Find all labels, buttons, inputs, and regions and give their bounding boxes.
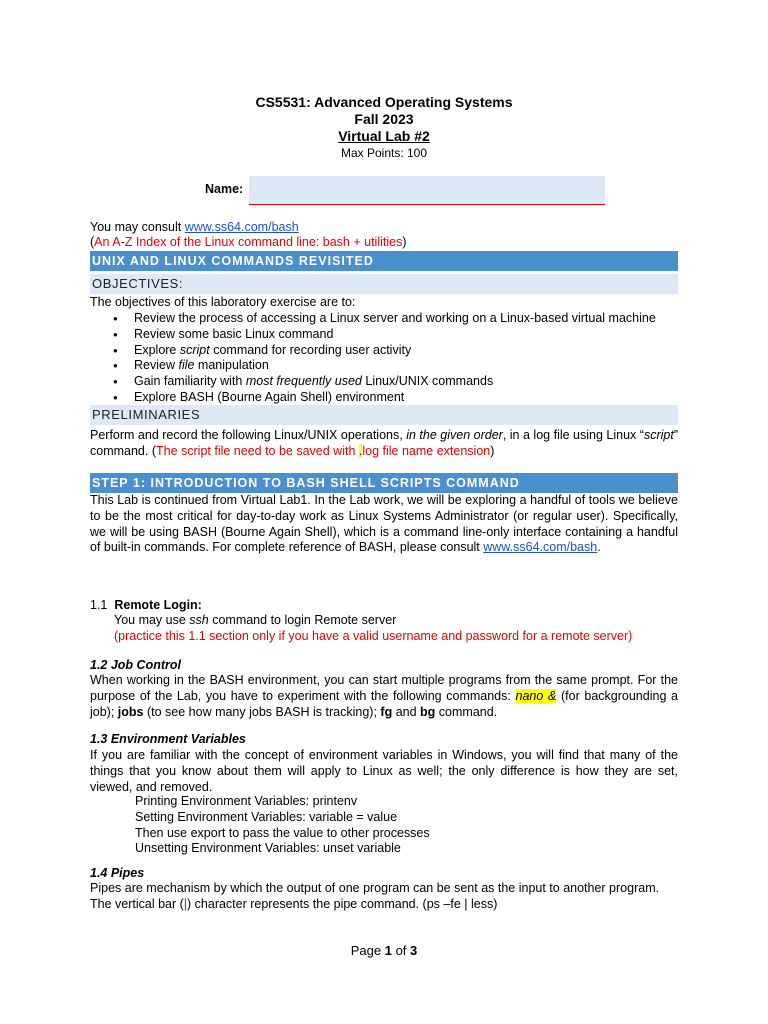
max-points: Max Points: 100 [340, 146, 428, 160]
step1-end: . [597, 540, 601, 555]
s11-l1a: You may use [114, 613, 190, 627]
s12-fg: fg [380, 704, 393, 719]
objective-text: Review the process of accessing a Linux server and working on a Linux-based virtual machine [134, 311, 656, 325]
s14-line2 [90, 897, 497, 913]
consult-prefix: You may consult [90, 220, 185, 234]
s13-lines [135, 794, 430, 857]
objective-item [90, 358, 690, 374]
step1-body [90, 493, 678, 556]
s12-t3: (to see how many jobs BASH is tracking); [143, 704, 381, 719]
step1-heading: STEP 1: INTRODUCTION TO BASH SHELL SCRIPTS COMMAND [90, 473, 678, 493]
s13-line: Unsetting Environment Variables: unset variable [135, 841, 401, 856]
objective-text: Explore [134, 342, 180, 357]
preliminaries-text [90, 428, 678, 460]
objective-text: Gain familiarity with [134, 374, 246, 389]
preliminaries-heading: PRELIMINARIES [90, 405, 678, 425]
s13-body: If you are familiar with the concept of environment variables in Windows, you will find that many of the things that you know about them will apply to Linux as well; the only difference is how they are set, viewed, and removed. [90, 748, 678, 794]
prelim-t1-em: in the given order [406, 428, 503, 442]
objective-emphasis: file [178, 358, 195, 373]
s14-l2b: ) character represents the pipe command. (ps –fe | less) [187, 897, 498, 911]
s13-line: Setting Environment Variables: variable = value [135, 809, 398, 824]
prelim-red-highlight: . [358, 443, 363, 458]
step1-text: This Lab is continued from Virtual Lab1. In the Lab work, we will be exploring a handful of tools we believe to be the most critical for day-to-day work as Linux Systems Administrator (or regular user). Specifically, we will be using BASH (Bourne Again Shell), which is a command line-only interface containing a handful of built-in commands. For complete reference of BASH, please consult [90, 493, 678, 555]
s11-l1b: command to login Remote server [208, 613, 397, 627]
s11-heading [90, 598, 202, 614]
consult-line [90, 220, 299, 236]
objective-emphasis: most frequently used [245, 374, 362, 389]
s11-num: 1.1 [90, 598, 108, 612]
prelim-t2-em: script [643, 428, 674, 442]
s14-pipe-char: | [183, 897, 188, 911]
s12-t1: When working in the BASH environment, you can start multiple programs from the same prompt. For the purpose of the Lab, you have to experiment with the following commands: [90, 673, 678, 703]
objective-item [90, 311, 690, 327]
objective-text-rest: manipulation [194, 358, 269, 373]
objective-item [90, 374, 690, 390]
s12-t5: command. [435, 704, 498, 719]
prelim-red1: The script file need to be saved with [156, 443, 359, 458]
objective-item [90, 327, 690, 343]
prelim-t4: ) [490, 443, 495, 458]
consult-link[interactable]: www.ss64.com/bash [184, 220, 299, 234]
prelim-t2: , in a log file using Linux “ [502, 428, 644, 442]
objectives-list [90, 311, 690, 406]
s14-line1: Pipes are mechanism by which the output of one program can be sent as the input to another program. [90, 881, 660, 895]
objective-item [90, 343, 690, 359]
s12-bg: bg [420, 704, 436, 719]
objectives-intro: The objectives of this laboratory exercise are to: [90, 295, 356, 309]
lab-title-wrap [0, 128, 768, 146]
step1-link[interactable]: www.ss64.com/bash [483, 540, 598, 555]
prelim-red2: log file name extension [362, 443, 491, 458]
consult-note [90, 235, 407, 251]
footer-page-word: Page [350, 943, 385, 958]
s11-title: Remote Login: [114, 598, 202, 612]
s12-highlight: nano & [515, 688, 557, 703]
prelim-t3: ” command. ( [90, 428, 678, 458]
objective-text: Explore BASH (Bourne Again Shell) environment [134, 389, 405, 404]
s11-l1em: ssh [189, 613, 209, 627]
objective-emphasis: script [179, 342, 210, 357]
prelim-t1: Perform and record the following Linux/UNIX operations, [90, 428, 407, 442]
objectives-list-wrap [90, 311, 690, 406]
s14-title: 1.4 Pipes [90, 866, 145, 880]
objective-item [90, 390, 690, 406]
term: Fall 2023 [354, 111, 414, 127]
footer-total-pages: 3 [410, 943, 418, 958]
page-footer [0, 943, 768, 958]
s13-line: Then use export to pass the value to other processes [135, 825, 430, 840]
paren-close: ) [402, 235, 407, 249]
name-label: Name: [205, 182, 244, 196]
s11-line2: (practice this 1.1 section only if you have a valid username and password for a remote server) [114, 629, 633, 643]
s13-line: Printing Environment Variables: printenv [135, 794, 358, 808]
objective-text: Review [134, 358, 179, 373]
objective-text-rest: Linux/UNIX commands [361, 374, 494, 389]
s12-jobs: jobs [117, 704, 144, 719]
footer-of: of [391, 943, 411, 958]
course-title: CS5531: Advanced Operating Systems [255, 94, 513, 110]
s13-title: 1.3 Environment Variables [90, 732, 246, 746]
footer-current-page: 1 [384, 943, 392, 958]
consult-red-note: An A-Z Index of the Linux command line: bash + utilities [94, 235, 403, 249]
name-input[interactable] [249, 176, 605, 205]
objective-text-rest: command for recording user activity [209, 342, 412, 357]
s12-body [90, 673, 678, 720]
paren-open: ( [90, 235, 95, 249]
lab-title: Virtual Lab #2 [338, 128, 430, 144]
objectives-heading: OBJECTIVES: [90, 274, 678, 294]
section-unix-linux: UNIX AND LINUX COMMANDS REVISITED [90, 251, 678, 271]
s11-line1 [114, 613, 396, 629]
s14-l2a: The vertical bar ( [90, 897, 184, 911]
s12-title: 1.2 Job Control [90, 658, 181, 672]
objective-text: Review some basic Linux command [134, 326, 334, 341]
s12-t4: and [392, 704, 421, 719]
s12-t2: (for backgrounding a job); [90, 688, 678, 719]
